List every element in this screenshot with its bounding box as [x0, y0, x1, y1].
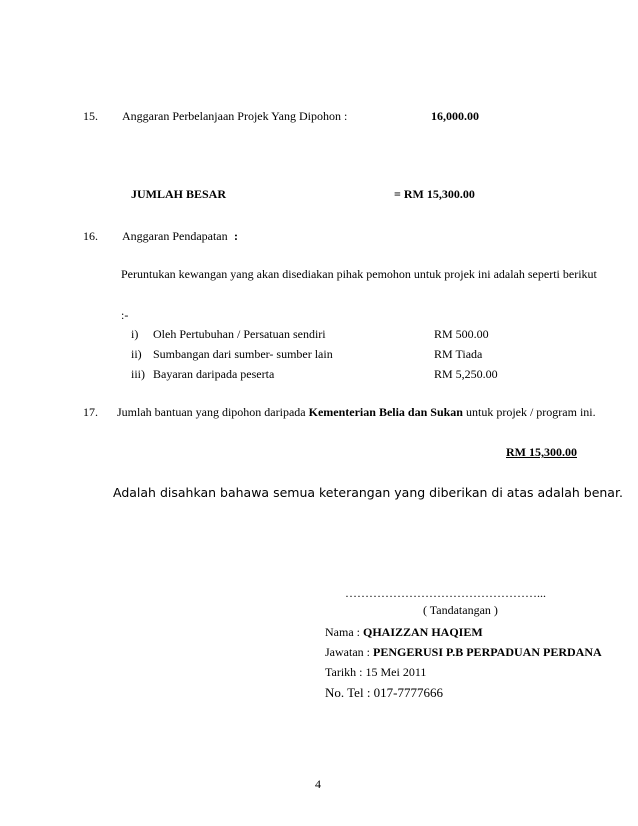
item-16-label: Anggaran Pendapatan — [122, 229, 228, 243]
source-amount: RM 500.00 — [434, 327, 489, 341]
item-17-amount: RM 15,300.00 — [506, 445, 577, 459]
signature-line: …………………………………………... — [345, 586, 546, 600]
position-label: Jawatan : — [325, 645, 373, 659]
item-15-label: Anggaran Perbelanjaan Projek Yang Dipohon : — [122, 109, 348, 123]
source-label: Oleh Pertubuhan / Persatuan sendiri — [153, 327, 326, 341]
signatory-date — [325, 666, 426, 678]
item-16-colon: : — [234, 229, 238, 243]
signature-caption: ( Tandatangan ) — [423, 603, 498, 617]
source-label: Sumbangan dari sumber- sumber lain — [153, 347, 333, 361]
item-17-pre: Jumlah bantuan yang dipohon daripada — [117, 405, 309, 419]
total-amount: = RM 15,300.00 — [394, 187, 475, 201]
source-label: Bayaran daripada peserta — [153, 367, 275, 381]
position-value: PENGERUSI P.B PERPADUAN PERDANA — [372, 645, 602, 659]
date-label: Tarikh : — [325, 665, 366, 679]
signatory-position — [325, 646, 602, 658]
source-amount: RM Tiada — [434, 347, 483, 361]
item-17-post: untuk projek / program ini. — [462, 405, 596, 419]
total-label: JUMLAH BESAR — [131, 187, 227, 201]
ministry-name: Kementerian Belia dan Sukan — [308, 405, 463, 419]
source-number: iii) — [131, 367, 145, 381]
name-value: QHAIZZAN HAQIEM — [363, 625, 483, 639]
source-amount: RM 5,250.00 — [434, 367, 498, 381]
item-16-number: 16. — [83, 229, 98, 243]
item-15-number: 15. — [83, 109, 98, 123]
source-number: i) — [131, 327, 139, 341]
signatory-phone: No. Tel : 017-7777666 — [325, 685, 444, 700]
date-value: 15 Mei 2011 — [365, 665, 427, 679]
item-17-text — [117, 406, 596, 418]
item-17-number: 17. — [83, 405, 98, 419]
item-16-description: Peruntukan kewangan yang akan disediakan pihak pemohon untuk projek ini adalah seperti berikut — [121, 267, 597, 281]
name-label: Nama : — [325, 625, 363, 639]
page-number: 4 — [315, 777, 321, 791]
source-number: ii) — [131, 347, 142, 361]
item-16-description-cont: :- — [121, 308, 129, 322]
item-15-amount: 16,000.00 — [431, 109, 479, 123]
signatory-name — [325, 626, 483, 638]
declaration-text: Adalah disahkan bahawa semua keterangan yang diberikan di atas adalah benar. — [113, 485, 623, 500]
